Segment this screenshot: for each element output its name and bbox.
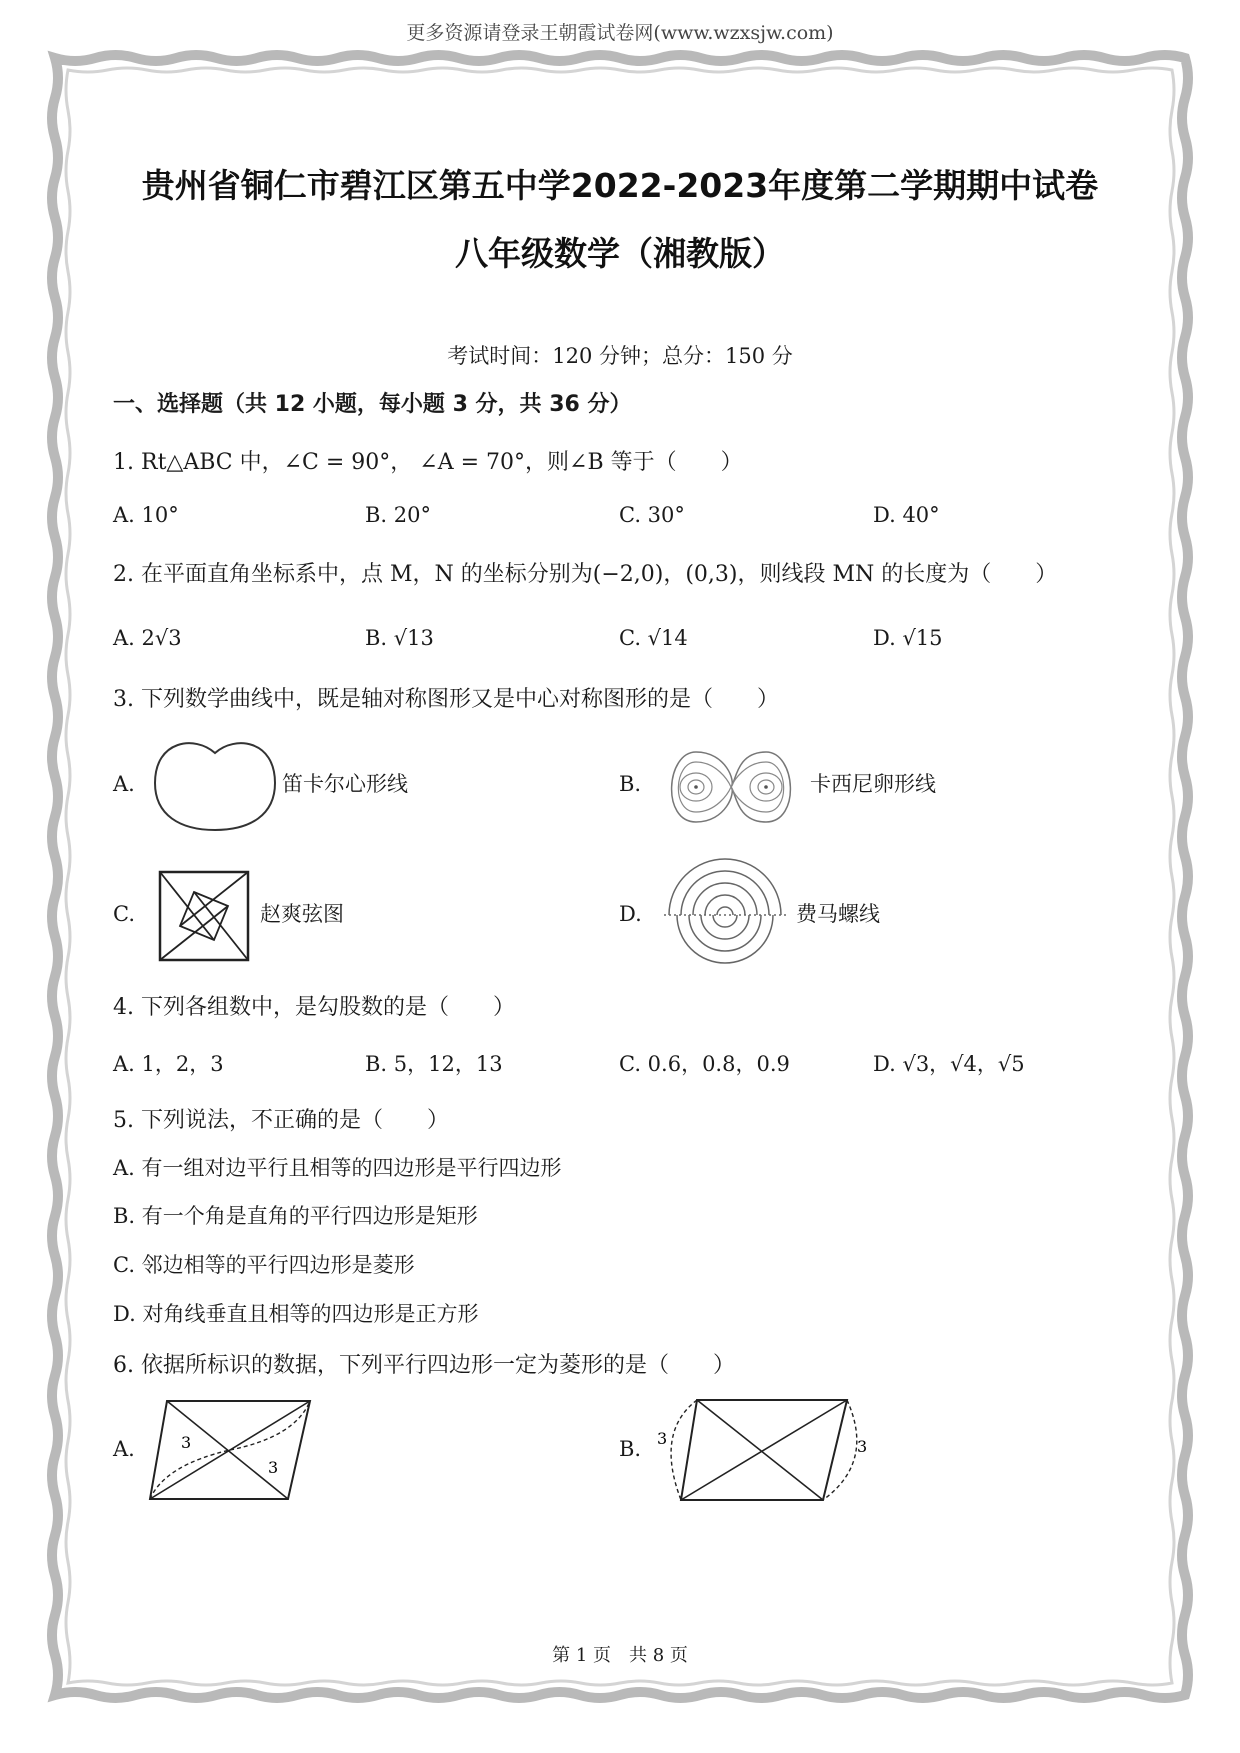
option-d: D. 对角线垂直且相等的四边形是正方形 <box>113 1302 479 1326</box>
option-a-label: A. <box>113 772 135 796</box>
label-3: 3 <box>268 1458 279 1477</box>
option-c-label: C. <box>113 902 135 926</box>
option-b: B. 有一个角是直角的平行四边形是矩形 <box>113 1204 478 1228</box>
question-number: 5. <box>113 1108 134 1133</box>
diagonal-1 <box>697 1400 823 1500</box>
label-3: 3 <box>657 1429 668 1448</box>
cassini-right-focus <box>764 785 768 789</box>
option-c: C. √14 <box>619 626 688 650</box>
question-4 <box>113 990 515 1021</box>
question-text: 在平面直角坐标系中，点 M，N 的坐标分别为(−2,0)，(0,3)，则线段 MN 的长度为（ ） <box>141 562 1058 587</box>
option-b-caption: 卡西尼卵形线 <box>810 772 936 796</box>
parallelogram-b-figure <box>655 1392 870 1508</box>
option-d: D. √15 <box>873 626 943 650</box>
question-2 <box>113 557 1057 588</box>
option-a: A. 10° <box>113 503 179 527</box>
option-b: B. 5，12，13 <box>365 1052 503 1076</box>
question-5 <box>113 1103 449 1134</box>
option-a-caption: 笛卡尔心形线 <box>282 772 408 796</box>
spiral-arc <box>689 915 761 951</box>
question-text: 依据所标识的数据，下列平行四边形一定为菱形的是（ ） <box>141 1353 736 1378</box>
cassini-mid <box>678 762 783 812</box>
outer-square <box>160 872 248 960</box>
zhao-shuang-diagram <box>158 870 252 964</box>
option-c-caption: 赵爽弦图 <box>260 902 344 926</box>
spiral-arc <box>717 907 733 915</box>
question-text: 下列各组数中，是勾股数的是（ ） <box>141 995 516 1020</box>
option-a: A. 有一组对边平行且相等的四边形是平行四边形 <box>113 1156 562 1180</box>
label-3: 3 <box>181 1433 192 1452</box>
question-number: 2. <box>113 562 134 587</box>
option-d: D. 40° <box>873 503 940 527</box>
spiral-arc <box>693 883 757 915</box>
option-d-label: D. <box>619 902 642 926</box>
exam-title: 贵州省铜仁市碧江区第五中学2022-2023年度第二学期期中试卷 <box>141 166 1099 205</box>
cardioid-curve <box>155 743 275 830</box>
header-note: 更多资源请登录王朝霞试卷网(www.wzxsjw.com) <box>406 22 834 44</box>
inner-square <box>180 892 228 940</box>
question-number: 4. <box>113 995 134 1020</box>
question-1 <box>113 445 743 476</box>
question-text: 下列数学曲线中，既是轴对称图形又是中心对称图形的是（ ） <box>141 687 780 712</box>
option-c: C. 30° <box>619 503 685 527</box>
question-number: 3. <box>113 687 134 712</box>
option-b: B. √13 <box>365 626 434 650</box>
option-b-label: B. <box>619 1437 642 1461</box>
question-number: 6. <box>113 1353 134 1378</box>
spiral-rings <box>664 859 786 963</box>
option-d-caption: 费马螺线 <box>796 902 880 926</box>
question-6 <box>113 1348 735 1379</box>
section-heading: 一、选择题（共 12 小题，每小题 3 分，共 36 分） <box>113 392 632 417</box>
exam-subtitle: 八年级数学（湘教版） <box>455 234 785 273</box>
question-number: 1. <box>113 450 134 475</box>
fermat-spiral-figure <box>660 855 790 975</box>
option-b-label: B. <box>619 772 642 796</box>
question-text: 下列说法，不正确的是（ ） <box>141 1108 450 1133</box>
option-a-label: A. <box>113 1437 135 1461</box>
option-d: D. √3，√4，√5 <box>873 1052 1025 1076</box>
diagonal-2 <box>681 1400 847 1500</box>
question-text: Rt△ABC 中，∠C = 90°， ∠A = 70°，则∠B 等于（ ） <box>141 450 743 475</box>
option-a: A. 1，2，3 <box>113 1052 224 1076</box>
option-a: A. 2√3 <box>113 626 182 650</box>
option-b: B. 20° <box>365 503 432 527</box>
cardioid-figure <box>150 735 280 835</box>
option-c: C. 邻边相等的平行四边形是菱形 <box>113 1253 415 1277</box>
spiral-arc <box>713 915 737 927</box>
spiral-arc <box>705 895 745 915</box>
page-footer: 第 1 页 共 8 页 <box>552 1645 688 1666</box>
label-3: 3 <box>857 1437 868 1456</box>
question-3 <box>113 682 779 713</box>
cassini-left-focus <box>694 785 698 789</box>
parallelogram-a-figure <box>145 1395 315 1505</box>
option-c: C. 0.6，0.8，0.9 <box>619 1052 790 1076</box>
cassini-oval-figure <box>656 742 806 832</box>
dashed-arc-right <box>823 1400 857 1500</box>
exam-info: 考试时间：120 分钟；总分：150 分 <box>447 344 793 368</box>
